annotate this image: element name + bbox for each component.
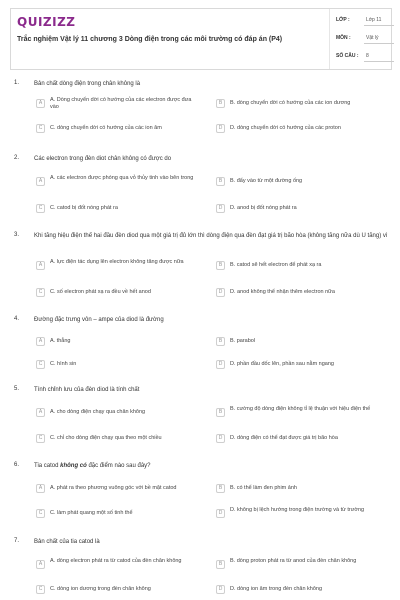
- option-text: B. dòng proton phát ra từ anod của đèn chân không: [230, 558, 357, 564]
- question-number: 5.: [14, 386, 20, 392]
- worksheet-header: [10, 8, 392, 70]
- question-number: 4.: [14, 316, 20, 322]
- option-text: D. dòng điện có thể đạt được giá trị bão hòa: [230, 435, 338, 441]
- option-letter: D: [216, 509, 225, 518]
- option-letter: B: [216, 337, 225, 346]
- option-text: C. catod bị đốt nóng phát ra: [50, 205, 118, 211]
- option-letter: D: [216, 288, 225, 297]
- meta-value: Vật lý: [366, 35, 379, 41]
- meta-value: 8: [366, 53, 369, 59]
- question-text-emphasis: không có: [60, 463, 87, 469]
- option-text: B. đẩy vào từ một đường ống: [230, 178, 303, 184]
- option-text: C. chỉ cho dòng điện chạy qua theo một chiều: [50, 435, 162, 441]
- option-letter: D: [216, 585, 225, 594]
- question-text-part: Tia catod: [34, 463, 61, 469]
- option-letter: A: [36, 337, 45, 346]
- meta-row-class: [336, 15, 394, 25]
- option-text: D. anod không thể nhận thêm electron nữa: [230, 289, 335, 295]
- question-number: 7.: [14, 538, 20, 544]
- option-text: B. dòng chuyển dời có hướng của các ion dương: [230, 100, 351, 106]
- option-text: C. hình sin: [50, 361, 77, 367]
- option-text: D. dòng chuyển dời có hướng của các proton: [230, 125, 341, 131]
- option-letter: A: [36, 560, 45, 569]
- option-letter: A: [36, 261, 45, 270]
- option-text: A. phát ra theo phương vuông góc với bề mặt catod: [50, 485, 177, 491]
- question-number: 2.: [14, 155, 20, 161]
- question-number: 1.: [14, 80, 20, 86]
- option-text: B. có thể làm đen phim ảnh: [230, 485, 297, 491]
- option-letter: C: [36, 204, 45, 213]
- option-letter: B: [216, 560, 225, 569]
- option-text: C. số electron phát xạ ra đều về hết anod: [50, 289, 151, 295]
- option-text: B. catod sẽ hết electron để phát xạ ra: [230, 262, 322, 268]
- meta-label: MÔN :: [336, 35, 351, 41]
- worksheet-title: Trắc nghiệm Vật lý 11 chương 3 Dòng điện trong các môi trường có đáp án (P4): [17, 36, 283, 43]
- option-text: C. dòng ion dương trong đèn chân không: [50, 586, 151, 592]
- option-letter: C: [36, 585, 45, 594]
- meta-row-subject: [336, 33, 394, 43]
- option-text: D. phần đầu dốc lên, phần sau nằm ngang: [230, 361, 334, 367]
- option-text: A. thẳng: [50, 338, 71, 344]
- option-letter: B: [216, 177, 225, 186]
- option-text: D. dòng ion âm trong đèn chân không: [230, 586, 323, 592]
- option-text: A. các electron được phóng qua vỏ thủy tinh vào bên trong: [50, 175, 194, 181]
- meta-panel: [329, 9, 393, 69]
- option-letter: C: [36, 360, 45, 369]
- option-letter: D: [216, 434, 225, 443]
- option-letter: A: [36, 408, 45, 417]
- meta-underline: [364, 25, 394, 26]
- option-text: A. lực điện tác dụng lên electron không tăng được nữa: [50, 259, 184, 265]
- meta-value: Lớp 11: [366, 17, 382, 23]
- question-number: 6.: [14, 462, 20, 468]
- option-letter: D: [216, 360, 225, 369]
- option-letter: B: [216, 261, 225, 270]
- option-text: B. parabol: [230, 338, 256, 344]
- option-letter: C: [36, 288, 45, 297]
- option-text: D. anod bị đốt nóng phát ra: [230, 205, 297, 211]
- option-text: A. Dòng chuyển dời có hướng của các electron được đưa vào: [50, 97, 192, 110]
- meta-row-count: [336, 51, 394, 61]
- option-text: C. làm phát quang một số tinh thể: [50, 510, 133, 516]
- option-text: C. dòng chuyển dời có hướng của các ion âm: [50, 125, 162, 131]
- meta-label: LỚP :: [336, 17, 350, 23]
- question-number: 3.: [14, 232, 20, 238]
- meta-underline: [364, 61, 394, 62]
- meta-label: SỐ CÂU :: [336, 53, 359, 59]
- quizizz-logo: QUIZIZZ: [17, 15, 76, 29]
- option-letter: B: [216, 408, 225, 417]
- option-letter: A: [36, 484, 45, 493]
- option-letter: B: [216, 99, 225, 108]
- question-text: Tính chỉnh lưu của đèn diod là tính chất: [34, 387, 140, 393]
- question-text: Bản chất dòng điện trong chân không là: [34, 81, 141, 87]
- question-text: [34, 462, 388, 470]
- option-letter: C: [36, 509, 45, 518]
- option-letter: D: [216, 204, 225, 213]
- option-letter: A: [36, 177, 45, 186]
- option-text: B. cường độ dòng điện không tỉ lệ thuận với hiệu điện thế: [230, 406, 371, 412]
- question-text: Các electron trong đèn diot chân không có được do: [34, 156, 172, 162]
- meta-underline: [364, 43, 394, 44]
- question-text-part: đặc điểm nào sau đây?: [86, 463, 151, 469]
- question-text: Đường đặc trưng vôn – ampe của diod là đường: [34, 317, 164, 323]
- option-letter: A: [36, 99, 45, 108]
- option-letter: C: [36, 434, 45, 443]
- option-text: A. dòng electron phát ra từ catod của đèn chân không: [50, 558, 182, 564]
- option-text: D. không bị lệch hướng trong điện trường và từ trường: [230, 507, 365, 513]
- option-letter: B: [216, 484, 225, 493]
- question-text: Bản chất của tia catod là: [34, 539, 100, 545]
- option-letter: D: [216, 124, 225, 133]
- question-text: Khi tăng hiệu điện thế hai đầu đèn diod qua một giá trị đủ lớn thì dòng điện qua đèn đạt giá trị bão hòa (không tăng nữa dù U tăng) vì: [34, 233, 388, 239]
- option-letter: C: [36, 124, 45, 133]
- option-text: A. cho dòng điện chạy qua chân không: [50, 409, 146, 415]
